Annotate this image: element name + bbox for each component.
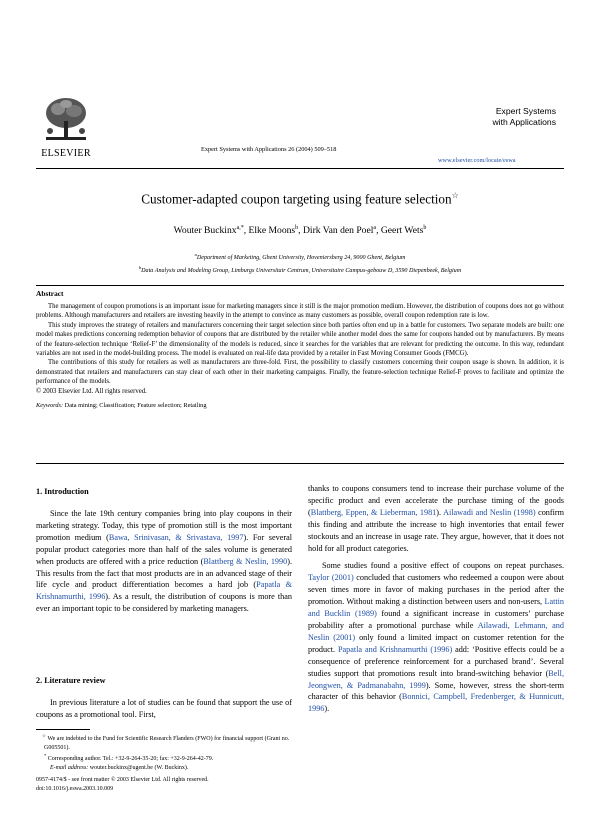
- text-run: ).: [324, 704, 330, 714]
- citation-link[interactable]: Taylor (2001): [308, 573, 354, 583]
- abstract-paragraph: This study improves the strategy of retailers and manufacturers concerning their target selection since both parties often end up in a battle for customers. Two separate models are built: one model makes predictions concerning redemption behavior of coupons that are distributed by the retailer while another model does the same for coupons handed out by manufacturers. By means of the feature-selection technique ‘Relief-F’ the dimensionality of the models is reduced, since it searches for the variables that are relevant for predicting the outcome. In this way, redundant variables are not used in the model-building process. The model is evaluated on real-life data provided by a retailer in Fast Moving Consumer Goods (FMCG).: [36, 321, 564, 358]
- footnote-rule: [36, 729, 90, 730]
- author: Geert Wets$^b$: [380, 225, 427, 237]
- right-paragraph: [308, 483, 564, 554]
- text-run: add: ‘Positive effects could be a consequence of preference reinforcement for a purchased brand’. Several studies support that promotions result into brand-switching behavior (: [308, 644, 564, 678]
- literature-text: [36, 697, 292, 721]
- citation-link[interactable]: Papatla & Krishnamurthi, 1996: [36, 580, 292, 602]
- citation-link[interactable]: Ailawadi, Lehmann, and Neslin (2001): [308, 620, 564, 642]
- journal-url[interactable]: www.elsevier.com/locate/eswa: [438, 157, 516, 164]
- author: Dirk Van den Poel$^a$,: [302, 225, 381, 237]
- text-run: only found a limited impact on customer retention for the product.: [308, 632, 564, 654]
- paper-title-text: Customer-adapted coupon targeting using feature selection: [141, 191, 452, 207]
- citation-link[interactable]: Bawa, Srinivasan, & Srivastava, 1997: [108, 532, 244, 542]
- publisher-name: ELSEVIER: [41, 148, 91, 159]
- citation-link[interactable]: Lattin and Bucklin (1989): [308, 597, 564, 619]
- right-paragraph: [308, 560, 564, 715]
- abstract-bottom-rule: [36, 463, 564, 464]
- abstract: [36, 289, 564, 409]
- journal-logo-line1: Expert Systems: [495, 106, 556, 116]
- abstract-paragraph: The management of coupon promotions is an important issue for marketing managers since it still is the major promotion medium. However, the distribution of coupons does not go without problems. Although manufacturers and retailers are investing heavily in the attempt to convince as many customers as possible, overall coupon redemption rate is low.: [36, 303, 564, 320]
- literature-paragraph: [36, 697, 292, 721]
- intro-text: [36, 508, 292, 615]
- citation-link[interactable]: Bonnici, Campbell, Fredenberger, & Hunnicutt, 1996: [308, 692, 564, 714]
- text-run: ). As a result, the distribution of coupons is more than ever an important topic to be considered by marketing managers.: [36, 592, 292, 614]
- journal-logo-line2: with Applications: [492, 117, 556, 127]
- section-heading-literature-review: 2. Literature review: [36, 676, 106, 685]
- footnote: E-mail address: wouter.buckinx@ugent.be (W. Buckinx).: [50, 764, 189, 771]
- issn-line: 0957-4174/$ - see front matter © 2003 Elsevier Ltd. All rights reserved.: [36, 777, 209, 783]
- author-list: [36, 225, 564, 236]
- text-run: ).: [436, 507, 444, 517]
- author: Wouter Buckinx$^{a,*}$,: [173, 225, 249, 237]
- article-identifiers: [36, 776, 209, 794]
- affiliation: $^a$Department of Marketing, Ghent University, Hoveniersberg 24, 9000 Ghent, Belgium: [194, 252, 406, 262]
- header-rule: [36, 168, 564, 169]
- text-run: Some studies found a positive effect of coupons on repeat purchases.: [322, 561, 564, 571]
- text-run: ). Some, however, stress the short-term character of this behavior (: [308, 680, 564, 702]
- citation-link[interactable]: Bell, Jeongwen, & Padmanabahn, 1999: [308, 668, 564, 690]
- abstract-top-rule: [36, 285, 564, 286]
- publisher-logo: [36, 95, 96, 157]
- footnote: ☆ We are indebted to the Fund for Scientific Research Flanders (FWO) for financial support (Grant no. G005501).: [42, 733, 290, 751]
- text-run: ). For several popular product categories more than half of the sales volume is generated when products are offered with a price reduction (: [36, 532, 292, 566]
- elsevier-tree-icon: [36, 95, 96, 145]
- keywords-label: Keywords:: [36, 402, 64, 410]
- footnote: * Corresponding author. Tel.: +32-9-264-35-20; fax: +32-9-264-42-79.: [44, 753, 214, 763]
- affiliation: $^b$Data Analysis and Modeling Group, Limburgs Universitair Centrum, Universitaire Campus-gebouw D, 3590 Diepenbeek, Belgium: [138, 265, 462, 275]
- keywords-text: Data mining; Classification; Feature selection; Retailing: [64, 402, 207, 410]
- doi-line: doi:10.1016/j.eswa.2003.10.009: [36, 785, 114, 792]
- text-run: In previous literature a lot of studies can be found that support the use of coupons as a promotional tool. First,: [36, 698, 292, 719]
- text-run: concluded that customers who redeemed a coupon were about seven times more in favor of making purchases in the period after the promotion. Without making a distinction between users and non-users,: [308, 573, 564, 607]
- keywords: [36, 402, 564, 409]
- text-run: found a significant increase in customers’ purchase probability after a promotional purchase while: [308, 609, 564, 630]
- journal-citation: Expert Systems with Applications 26 (2004) 509–518: [201, 146, 337, 153]
- text-run: thanks to coupons consumers tend to increase their purchase volume of the specific product and even accelerate the purchase timing of the goods (: [308, 484, 564, 517]
- text-run: Since the late 19th century companies bring into play coupons in their marketing strategy. Today, this type of promotion still is the most important promotion medium (: [36, 509, 292, 542]
- intro-paragraph: [36, 508, 292, 615]
- text-run: ). This results from the fact that most products are in an advanced stage of their life cycle and product differentiation becomes a hard job (: [36, 556, 292, 590]
- abstract-heading: Abstract: [36, 289, 64, 298]
- paper-title: [36, 191, 564, 207]
- abstract-paragraph: The contributions of this study for retailers as well as manufacturers are three-fold. First, the possibility to classify customers concerning their coupon usage is shown. In addition, it is demonstrated that retailers and manufacturers can stay clear of each other in their marketing campaigns. Finally, the feature-selection technique Relief-F proves to facilitate and optimize the performance of the models.: [36, 359, 564, 386]
- abstract-copyright: © 2003 Elsevier Ltd. All rights reserved.: [36, 387, 147, 395]
- journal-logo: [458, 106, 556, 128]
- section-heading-introduction: 1. Introduction: [36, 487, 89, 496]
- citation-link[interactable]: Ailawadi and Neslin (1998): [443, 507, 536, 517]
- author: Elke Moons$^b$,: [248, 225, 303, 237]
- citation-link[interactable]: Papatla and Krishnamurthi (1996): [337, 644, 453, 654]
- citation-link[interactable]: Blattberg & Neslin, 1990: [203, 556, 288, 566]
- footnotes: [36, 732, 292, 772]
- affiliations: [36, 250, 564, 277]
- title-footnote-mark: ☆: [451, 191, 459, 200]
- right-column-text: [308, 483, 564, 715]
- citation-link[interactable]: Blattberg, Eppen, & Lieberman, 1981: [310, 507, 437, 517]
- text-run: confirm this finding and attribute the increase to high inventories that entail fewer stockouts and an increase in usage rate. They argue, however, that it does not hold for all product categories.: [308, 507, 564, 553]
